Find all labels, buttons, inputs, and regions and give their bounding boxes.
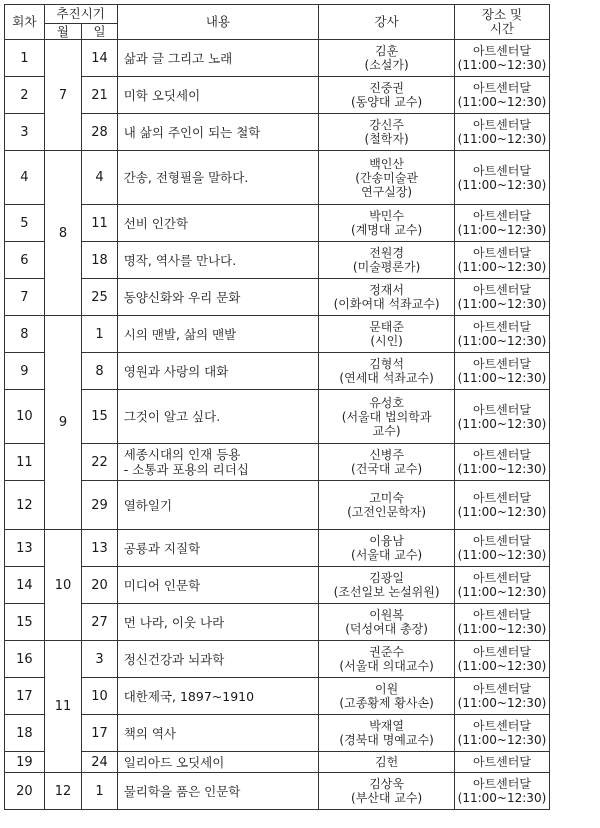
time-text: (11:00~12:30) bbox=[457, 505, 547, 519]
round-cell: 20 bbox=[5, 773, 45, 810]
venue-time-cell bbox=[454, 353, 549, 390]
topic-cell: 내 삶의 주인이 되는 철학 bbox=[117, 114, 319, 151]
venue-time-cell bbox=[454, 242, 549, 279]
venue-text: 아트센터달 bbox=[472, 571, 531, 585]
venue-text: 아트센터달 bbox=[472, 608, 531, 622]
day-cell: 22 bbox=[82, 444, 117, 481]
time-text: (11:00~12:30) bbox=[457, 548, 547, 562]
round-cell: 1 bbox=[5, 40, 45, 77]
topic-cell: 동양신화와 우리 문화 bbox=[117, 279, 319, 316]
time-text: (11:00~12:30) bbox=[457, 260, 547, 274]
venue-time-cell bbox=[454, 444, 549, 481]
venue-time-cell bbox=[454, 390, 549, 444]
lecturer-cell: 고미숙 (고전인문학자) bbox=[319, 481, 455, 530]
round-cell: 14 bbox=[5, 567, 45, 604]
round-cell: 12 bbox=[5, 481, 45, 530]
month-cell: 12 bbox=[44, 773, 82, 810]
venue-time-cell bbox=[454, 715, 549, 752]
lecturer-cell: 박민수 (계명대 교수) bbox=[319, 205, 455, 242]
venue-text: 아트센터달 bbox=[472, 209, 531, 223]
table-row bbox=[5, 773, 550, 810]
venue-text: 아트센터달 bbox=[472, 755, 531, 769]
time-text: (11:00~12:30) bbox=[457, 622, 547, 636]
lecturer-cell: 김광일 (조선일보 논설위원) bbox=[319, 567, 455, 604]
header-venue-time: 장소 및 시간 bbox=[454, 5, 549, 40]
topic-cell: 그것이 알고 싶다. bbox=[117, 390, 319, 444]
table-row bbox=[5, 530, 550, 567]
header-month: 월 bbox=[44, 24, 82, 40]
day-cell: 11 bbox=[82, 205, 117, 242]
day-cell: 4 bbox=[82, 151, 117, 205]
month-cell: 9 bbox=[44, 316, 82, 530]
venue-text: 아트센터달 bbox=[472, 320, 531, 334]
header-period: 추진시기 bbox=[44, 5, 117, 24]
header-day: 일 bbox=[82, 24, 117, 40]
day-cell: 1 bbox=[82, 773, 117, 810]
table-row bbox=[5, 279, 550, 316]
round-cell: 13 bbox=[5, 530, 45, 567]
table-row bbox=[5, 390, 550, 444]
topic-cell: 미디어 인문학 bbox=[117, 567, 319, 604]
venue-text: 아트센터달 bbox=[472, 448, 531, 462]
table-row bbox=[5, 567, 550, 604]
topic-cell: 미학 오딧세이 bbox=[117, 77, 319, 114]
month-cell: 11 bbox=[44, 641, 82, 773]
table-row bbox=[5, 242, 550, 279]
venue-text: 아트센터달 bbox=[472, 719, 531, 733]
header-row bbox=[5, 5, 550, 24]
day-cell: 27 bbox=[82, 604, 117, 641]
venue-time-cell bbox=[454, 641, 549, 678]
topic-cell: 시의 맨발, 삶의 맨발 bbox=[117, 316, 319, 353]
venue-time-cell bbox=[454, 773, 549, 810]
topic-cell: 책의 역사 bbox=[117, 715, 319, 752]
day-cell: 14 bbox=[82, 40, 117, 77]
table-row bbox=[5, 114, 550, 151]
round-cell: 18 bbox=[5, 715, 45, 752]
day-cell: 29 bbox=[82, 481, 117, 530]
venue-time-cell bbox=[454, 567, 549, 604]
topic-cell: 열하일기 bbox=[117, 481, 319, 530]
day-cell: 10 bbox=[82, 678, 117, 715]
round-cell: 11 bbox=[5, 444, 45, 481]
venue-text: 아트센터달 bbox=[472, 645, 531, 659]
time-text: (11:00~12:30) bbox=[457, 733, 547, 747]
time-text: (11:00~12:30) bbox=[457, 132, 547, 146]
header-topic: 내용 bbox=[117, 5, 319, 40]
table-row bbox=[5, 40, 550, 77]
venue-text: 아트센터달 bbox=[472, 246, 531, 260]
table-row bbox=[5, 205, 550, 242]
topic-cell: 대한제국, 1897~1910 bbox=[117, 678, 319, 715]
topic-cell: 세종시대의 인재 등용 - 소통과 포용의 리더십 bbox=[117, 444, 319, 481]
header-round: 회차 bbox=[5, 5, 45, 40]
day-cell: 24 bbox=[82, 752, 117, 773]
month-cell: 7 bbox=[44, 40, 82, 151]
day-cell: 15 bbox=[82, 390, 117, 444]
lecturer-cell: 진중권 (동양대 교수) bbox=[319, 77, 455, 114]
venue-text: 아트센터달 bbox=[472, 357, 531, 371]
venue-time-cell bbox=[454, 77, 549, 114]
table-row bbox=[5, 752, 550, 773]
month-cell: 10 bbox=[44, 530, 82, 641]
day-cell: 17 bbox=[82, 715, 117, 752]
lecturer-cell: 전원경 (미술평론가) bbox=[319, 242, 455, 279]
header-lecturer: 강사 bbox=[319, 5, 455, 40]
day-cell: 18 bbox=[82, 242, 117, 279]
lecturer-cell: 박재열 (경북대 명예교수) bbox=[319, 715, 455, 752]
round-cell: 16 bbox=[5, 641, 45, 678]
venue-time-cell bbox=[454, 604, 549, 641]
venue-text: 아트센터달 bbox=[472, 81, 531, 95]
round-cell: 8 bbox=[5, 316, 45, 353]
time-text: (11:00~12:30) bbox=[457, 585, 547, 599]
lecturer-cell: 이원복 (덕성여대 총장) bbox=[319, 604, 455, 641]
venue-text: 아트센터달 bbox=[472, 44, 531, 58]
topic-cell: 선비 인간학 bbox=[117, 205, 319, 242]
round-cell: 6 bbox=[5, 242, 45, 279]
lecturer-cell: 강신주 (철학자) bbox=[319, 114, 455, 151]
topic-cell: 정신건강과 뇌과학 bbox=[117, 641, 319, 678]
day-cell: 3 bbox=[82, 641, 117, 678]
day-cell: 25 bbox=[82, 279, 117, 316]
topic-cell: 물리학을 품은 인문학 bbox=[117, 773, 319, 810]
venue-text: 아트센터달 bbox=[472, 283, 531, 297]
lecturer-cell: 백인산 (간송미술관 연구실장) bbox=[319, 151, 455, 205]
time-text: (11:00~12:30) bbox=[457, 223, 547, 237]
topic-cell: 공룡과 지질학 bbox=[117, 530, 319, 567]
lecturer-cell: 이원 (고종황제 황사손) bbox=[319, 678, 455, 715]
table-row bbox=[5, 77, 550, 114]
time-text: (11:00~12:30) bbox=[457, 177, 547, 192]
time-text: (11:00~12:30) bbox=[457, 696, 547, 710]
venue-text: 아트센터달 bbox=[472, 491, 531, 505]
table-row bbox=[5, 151, 550, 205]
round-cell: 7 bbox=[5, 279, 45, 316]
venue-text: 아트센터달 bbox=[472, 163, 531, 178]
lecturer-cell: 김상욱 (부산대 교수) bbox=[319, 773, 455, 810]
table-row bbox=[5, 481, 550, 530]
time-text: (11:00~12:30) bbox=[457, 95, 547, 109]
time-text: (11:00~12:30) bbox=[457, 58, 547, 72]
venue-time-cell bbox=[454, 530, 549, 567]
lecturer-cell: 유성호 (서울대 법의학과 교수) bbox=[319, 390, 455, 444]
lecturer-cell: 김훈 (소설가) bbox=[319, 40, 455, 77]
venue-time-cell bbox=[454, 678, 549, 715]
round-cell: 15 bbox=[5, 604, 45, 641]
lecture-schedule-table bbox=[4, 4, 550, 810]
lecturer-cell: 정재서 (이화여대 석좌교수) bbox=[319, 279, 455, 316]
venue-text: 아트센터달 bbox=[472, 777, 531, 791]
month-cell: 8 bbox=[44, 151, 82, 316]
venue-text: 아트센터달 bbox=[472, 682, 531, 696]
lecturer-cell: 신병주 (건국대 교수) bbox=[319, 444, 455, 481]
topic-cell: 일리아드 오딧세이 bbox=[117, 752, 319, 773]
time-text: (11:00~12:30) bbox=[457, 334, 547, 348]
table-row bbox=[5, 678, 550, 715]
lecturer-cell: 권준수 (서울대 의대교수) bbox=[319, 641, 455, 678]
table-row bbox=[5, 353, 550, 390]
day-cell: 20 bbox=[82, 567, 117, 604]
time-text: (11:00~12:30) bbox=[457, 416, 547, 431]
table-row bbox=[5, 604, 550, 641]
venue-text: 아트센터달 bbox=[472, 402, 531, 417]
day-cell: 21 bbox=[82, 77, 117, 114]
day-cell: 13 bbox=[82, 530, 117, 567]
time-text: (11:00~12:30) bbox=[457, 659, 547, 673]
round-cell: 3 bbox=[5, 114, 45, 151]
topic-cell: 영원과 사랑의 대화 bbox=[117, 353, 319, 390]
time-text: (11:00~12:30) bbox=[457, 462, 547, 476]
venue-time-cell bbox=[454, 114, 549, 151]
venue-time-cell bbox=[454, 279, 549, 316]
venue-text: 아트센터달 bbox=[472, 118, 531, 132]
time-text: (11:00~12:30) bbox=[457, 297, 547, 311]
lecturer-cell: 김형석 (연세대 석좌교수) bbox=[319, 353, 455, 390]
lecturer-cell: 김헌 bbox=[319, 752, 455, 773]
lecturer-cell: 이융남 (서울대 교수) bbox=[319, 530, 455, 567]
table-row bbox=[5, 444, 550, 481]
time-text: (11:00~12:30) bbox=[457, 791, 547, 805]
round-cell: 17 bbox=[5, 678, 45, 715]
topic-cell: 간송, 전형필을 말하다. bbox=[117, 151, 319, 205]
table-row bbox=[5, 641, 550, 678]
day-cell: 8 bbox=[82, 353, 117, 390]
round-cell: 19 bbox=[5, 752, 45, 773]
topic-cell: 명작, 역사를 만나다. bbox=[117, 242, 319, 279]
venue-time-cell bbox=[454, 481, 549, 530]
day-cell: 28 bbox=[82, 114, 117, 151]
lecturer-cell: 문태준 (시인) bbox=[319, 316, 455, 353]
venue-time-cell bbox=[454, 316, 549, 353]
topic-cell: 삶과 글 그리고 노래 bbox=[117, 40, 319, 77]
venue-time-cell bbox=[454, 40, 549, 77]
venue-time-cell bbox=[454, 752, 549, 773]
table-row bbox=[5, 316, 550, 353]
round-cell: 10 bbox=[5, 390, 45, 444]
round-cell: 4 bbox=[5, 151, 45, 205]
venue-text: 아트센터달 bbox=[472, 534, 531, 548]
round-cell: 5 bbox=[5, 205, 45, 242]
day-cell: 1 bbox=[82, 316, 117, 353]
venue-time-cell bbox=[454, 151, 549, 205]
topic-cell: 먼 나라, 이웃 나라 bbox=[117, 604, 319, 641]
venue-time-cell bbox=[454, 205, 549, 242]
time-text: (11:00~12:30) bbox=[457, 371, 547, 385]
table-row bbox=[5, 715, 550, 752]
round-cell: 9 bbox=[5, 353, 45, 390]
round-cell: 2 bbox=[5, 77, 45, 114]
